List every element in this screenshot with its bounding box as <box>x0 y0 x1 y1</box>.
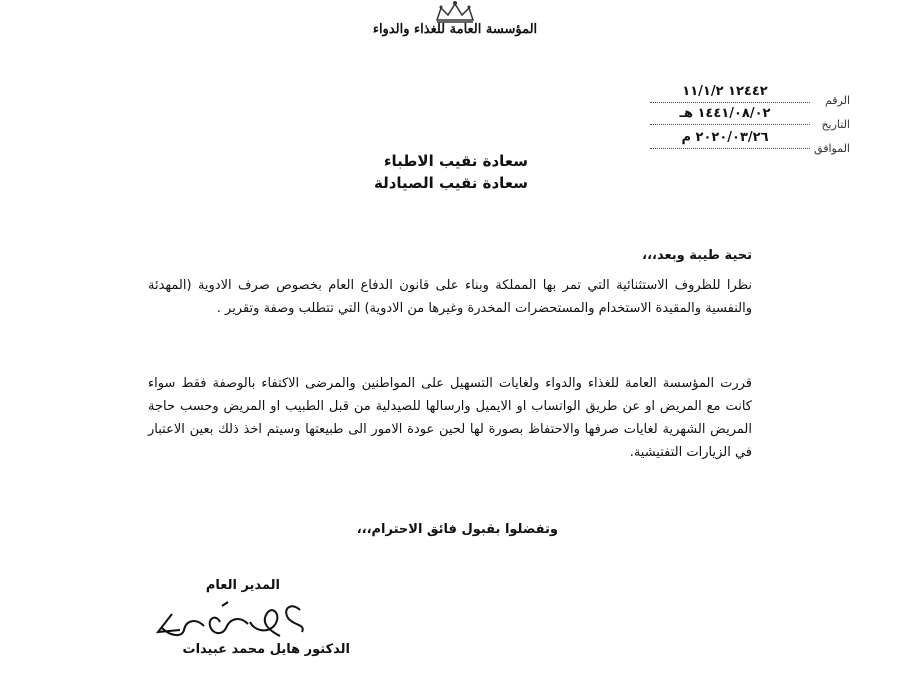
organization-name: المؤسسة العامة للغذاء والدواء <box>372 22 538 37</box>
reference-date-row <box>640 106 850 130</box>
reference-number-row <box>640 84 850 108</box>
reference-date-value: ١٤٤١/٠٨/٠٢ هـ <box>679 106 771 121</box>
reference-block <box>640 84 850 160</box>
signatory-name: الدكتور هايل محمد عبيدات <box>182 642 350 657</box>
closing-line: وتفضلوا بقبول فائق الاحترام،،، <box>356 522 558 537</box>
reference-corresponding-label: الموافق <box>814 142 850 155</box>
addressee-block <box>300 150 528 194</box>
reference-corresponding-line <box>650 148 810 149</box>
reference-date-label: التاريخ <box>821 118 850 131</box>
addressee-line-doctors: سعادة نقيب الاطباء <box>383 152 528 170</box>
reference-number-label: الرقم <box>824 94 850 107</box>
reference-number-line <box>650 102 810 103</box>
body-paragraph-1: نظرا للظروف الاستثنائية التي تمر بها المملكة وبناء على قانون الدفاع العام بخصوص صرف الادوية (المهدئة والنفسية والمقيدة الاستخدام والمستحضرات المخدرة وغيرها من الادوية) التي تتطلب وصفة وتقرير . <box>148 278 752 316</box>
greeting: تحية طيبة وبعد،،، <box>642 248 752 263</box>
handwritten-signature <box>150 596 310 648</box>
reference-corresponding-value: ٢٠٢٠/٠٣/٢٦ م <box>681 130 769 145</box>
addressee-line-pharmacists: سعادة نقيب الصيادلة <box>373 174 528 192</box>
crown-emblem-icon <box>431 0 479 24</box>
letterhead <box>370 0 540 48</box>
signatory-title: المدير العام <box>205 578 280 593</box>
reference-date-line <box>650 124 810 125</box>
reference-number-value: ١٢٤٤٢ ١١/١/٢ <box>682 84 768 99</box>
body-paragraph-2: قررت المؤسسة العامة للغذاء والدواء ولغايات التسهيل على المواطنين والمرضى الاكتفاء بالوصفة فقط سواء كانت مع المريض او عن طريق الواتساب او الايميل وارسالها للصيدلية من قبل الطبيب او المريض وحسب حاجة المريض الشهرية لغايات صرفها والاحتفاظ بصورة لها لحين عودة الامور الى طبيعتها وسيتم اخذ ذلك بعين الاعتبار في الزيارات التفتيشية. <box>148 376 752 460</box>
reference-corresponding-row <box>640 130 850 154</box>
